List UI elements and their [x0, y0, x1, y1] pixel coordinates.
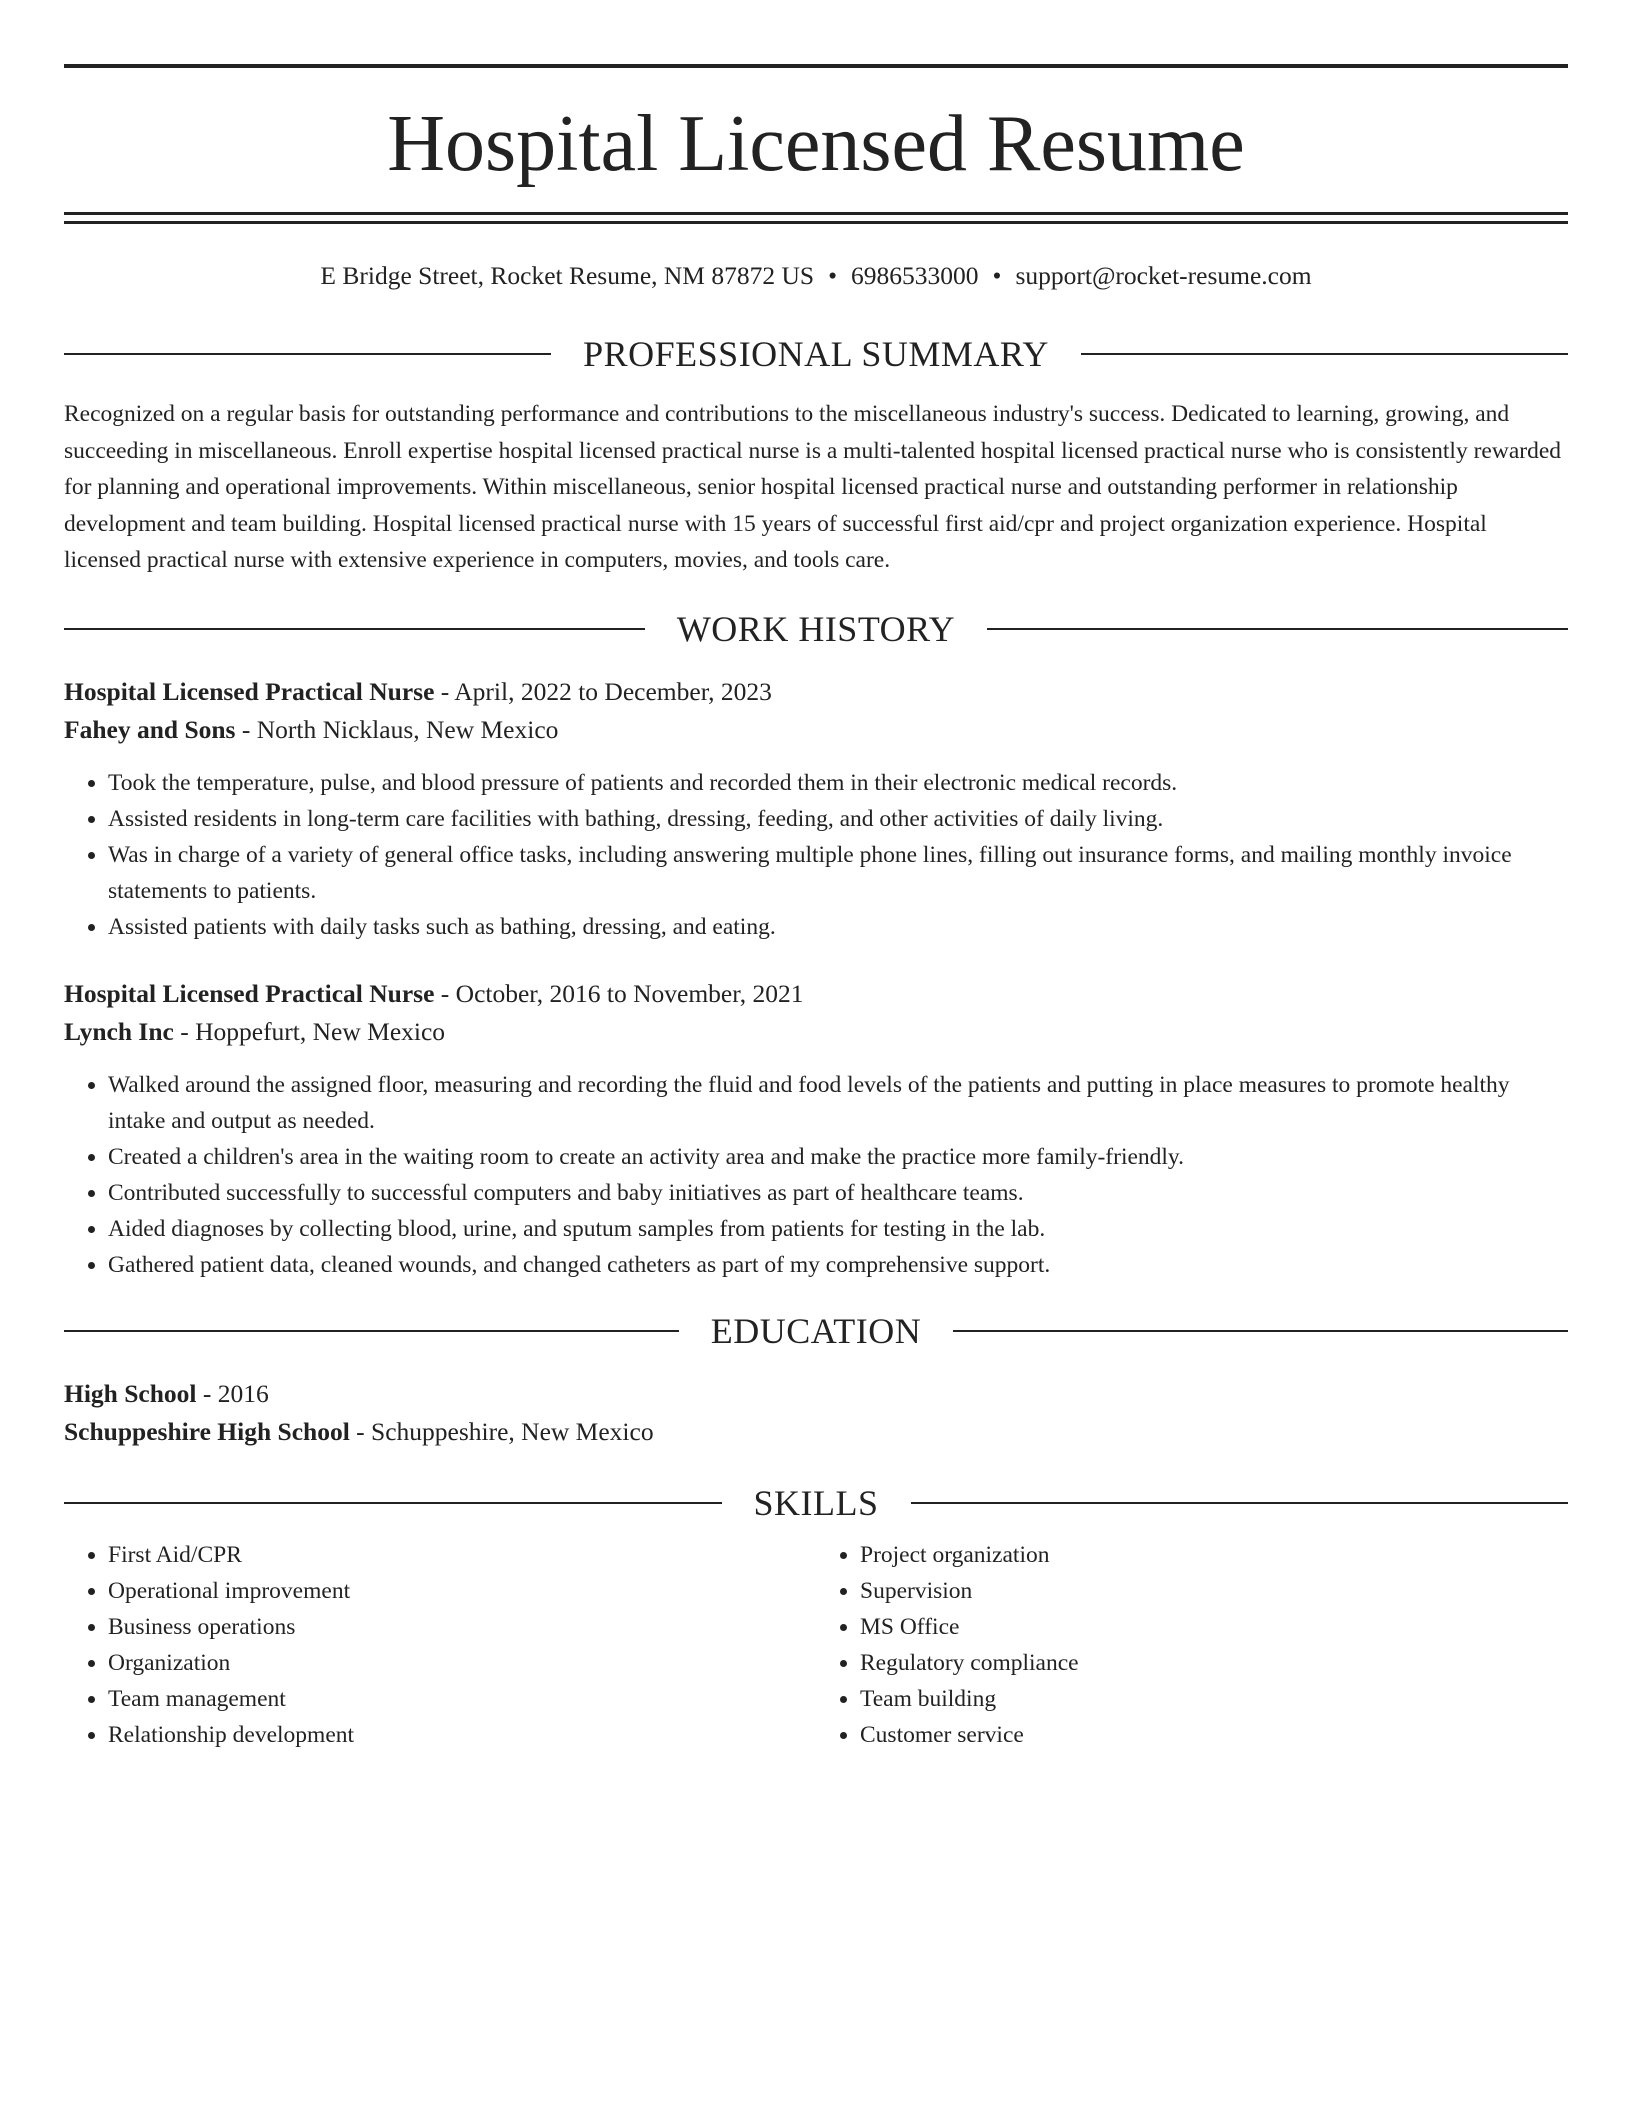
- work-section-heading: [64, 607, 1568, 651]
- skill-item: • Project organization: [860, 1537, 1568, 1573]
- job-entry: [64, 975, 1568, 1283]
- education-degree: High School: [64, 1378, 197, 1408]
- job-title: Hospital Licensed Practical Nurse: [64, 676, 435, 706]
- list-item: • Contributed successfully to successful computers and baby initiatives as part of healthcare teams.: [108, 1175, 1568, 1211]
- contact-email: support@rocket-resume.com: [1015, 261, 1312, 290]
- contact-phone: 6986533000: [851, 261, 979, 290]
- job-title-line: [64, 673, 1568, 711]
- job-title: Hospital Licensed Practical Nurse: [64, 978, 435, 1008]
- job-bullets: [64, 765, 1568, 945]
- heading-rule-left: [64, 1330, 679, 1332]
- heading-rule-right: [987, 628, 1568, 630]
- education-school: Schuppeshire High School: [64, 1416, 350, 1446]
- skill-item: • Organization: [108, 1645, 816, 1681]
- heading-rule-left: [64, 1502, 722, 1504]
- job-company-line: [64, 1013, 1568, 1051]
- education-section-title: EDUCATION: [710, 1310, 922, 1351]
- resume-page: [64, 64, 1568, 1753]
- skill-item: • First Aid/CPR: [108, 1537, 816, 1573]
- skill-item: • Operational improvement: [108, 1573, 816, 1609]
- education-section-heading: [64, 1309, 1568, 1353]
- work-section-title: WORK HISTORY: [676, 608, 956, 649]
- job-company-line: [64, 711, 1568, 749]
- summary-section-heading: [64, 332, 1568, 376]
- job-dates: - October, 2016 to November, 2021: [434, 978, 804, 1008]
- heading-rule-right: [953, 1330, 1568, 1332]
- skill-item: • Team management: [108, 1681, 816, 1717]
- heading-rule-right: [911, 1502, 1569, 1504]
- job-bullets: [64, 1067, 1568, 1283]
- list-item: • Was in charge of a variety of general office tasks, including answering multiple phone lines, filling out insurance forms, and mailing monthly invoice statements to patients.: [108, 837, 1568, 909]
- job-entry: [64, 673, 1568, 945]
- education-school-line: [64, 1413, 1568, 1451]
- job-location: - Hoppefurt, New Mexico: [173, 1016, 446, 1046]
- contact-separator: •: [992, 261, 1002, 290]
- education-year: - 2016: [196, 1378, 269, 1408]
- heading-rule-right: [1081, 353, 1568, 355]
- list-item: • Gathered patient data, cleaned wounds, and changed catheters as part of my comprehensive support.: [108, 1247, 1568, 1283]
- contact-address: E Bridge Street, Rocket Resume, NM 87872 US: [320, 261, 815, 290]
- header-bottom-rule: [64, 212, 1568, 215]
- list-item: • Assisted residents in long-term care facilities with bathing, dressing, feeding, and other activities of daily living.: [108, 801, 1568, 837]
- heading-rule-left: [64, 353, 551, 355]
- job-location: - North Nicklaus, New Mexico: [235, 714, 559, 744]
- summary-text: Recognized on a regular basis for outstanding performance and contributions to the miscellaneous industry's success. Dedicated to learning, growing, and succeeding in miscellaneous. Enroll expertise hospital licensed practical nurse is a multi-talented hospital licensed practical nurse who is consistently rewarded for planning and operational improvements. Within miscellaneous, senior hospital licensed practical nurse and outstanding performer in relationship development and team building. Hospital licensed practical nurse with 15 years of successful first aid/cpr and project organization experience. Hospital licensed practical nurse with extensive experience in computers, movies, and tools care.: [64, 401, 1562, 573]
- skills-list-left: [64, 1537, 816, 1753]
- header-bottom-rule-2: [64, 221, 1568, 224]
- list-item: • Aided diagnoses by collecting blood, urine, and sputum samples from patients for testing in the lab.: [108, 1211, 1568, 1247]
- job-company: Lynch Inc: [64, 1016, 174, 1046]
- contact-line: [64, 256, 1568, 296]
- job-dates: - April, 2022 to December, 2023: [434, 676, 772, 706]
- list-item: • Assisted patients with daily tasks such as bathing, dressing, and eating.: [108, 909, 1568, 945]
- skill-item: • MS Office: [860, 1609, 1568, 1645]
- skills-section-heading: [64, 1481, 1568, 1525]
- summary-section-title: PROFESSIONAL SUMMARY: [583, 334, 1049, 374]
- skill-item: • Regulatory compliance: [860, 1645, 1568, 1681]
- skill-item: • Team building: [860, 1681, 1568, 1717]
- skill-item: • Customer service: [860, 1717, 1568, 1753]
- job-company: Fahey and Sons: [64, 714, 236, 744]
- skill-item: • Relationship development: [108, 1717, 816, 1753]
- list-item: • Created a children's area in the waiting room to create an activity area and make the practice more family-friendly.: [108, 1139, 1568, 1175]
- heading-rule-left: [64, 628, 645, 630]
- skills-section-title: SKILLS: [753, 1482, 879, 1523]
- skill-item: • Business operations: [108, 1609, 816, 1645]
- education-degree-line: [64, 1375, 1568, 1413]
- list-item: • Walked around the assigned floor, measuring and recording the fluid and food levels of the patients and putting in place measures to promote healthy intake and output as needed.: [108, 1067, 1568, 1139]
- resume-title: Hospital Licensed Resume: [387, 100, 1245, 188]
- contact-separator: •: [828, 261, 838, 290]
- header-top-rule: [64, 64, 1568, 68]
- skill-item: • Supervision: [860, 1573, 1568, 1609]
- education-location: - Schuppeshire, New Mexico: [349, 1416, 654, 1446]
- list-item: • Took the temperature, pulse, and blood pressure of patients and recorded them in their electronic medical records.: [108, 765, 1568, 801]
- skills-grid: [64, 1537, 1568, 1753]
- skills-list-right: [816, 1537, 1568, 1753]
- job-title-line: [64, 975, 1568, 1013]
- education-entry: [64, 1375, 1568, 1451]
